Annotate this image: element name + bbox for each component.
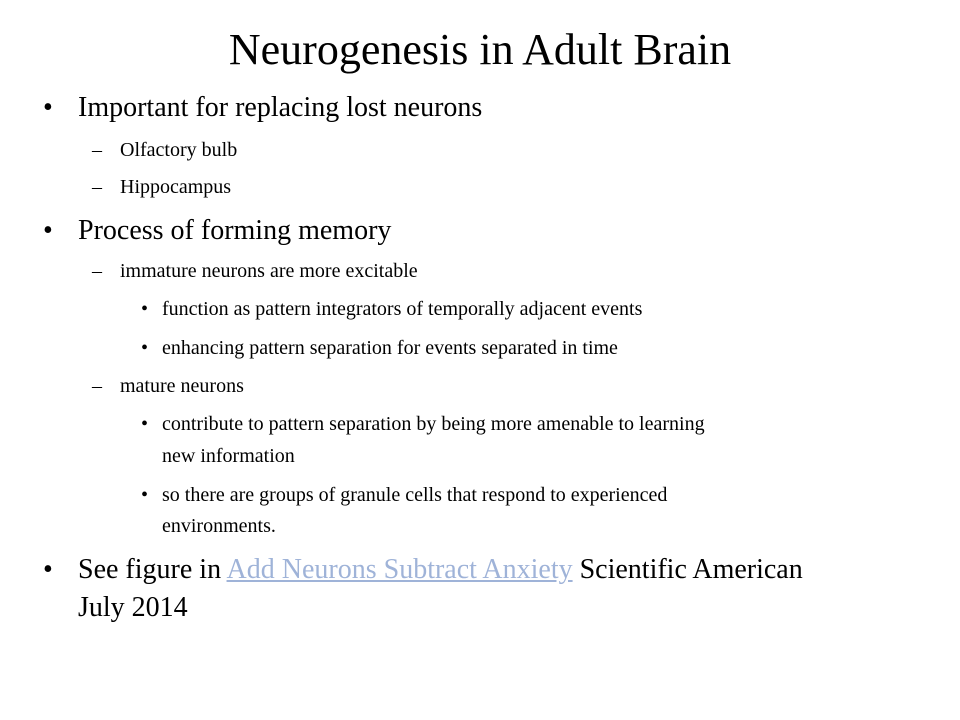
detail-item-pattern-integrators [141,296,643,322]
dash-marker: – [92,375,102,397]
detail-text: enhancing pattern separation for events separated in time [162,337,618,359]
detail-text: environments. [162,515,276,537]
bullet-marker: • [43,92,53,123]
bullet-item-forming-memory [43,214,392,248]
detail-text: new information [162,445,295,467]
dash-marker: – [92,260,102,282]
bullet-marker: • [141,484,149,506]
sub-item-text: Hippocampus [120,176,232,198]
publication-date: July 2014 [78,592,188,623]
sub-item-olfactory-bulb [92,137,238,163]
detail-text: so there are groups of granule cells that respond to experienced [162,484,668,506]
bullet-marker: • [43,554,53,585]
bullet-marker: • [141,413,149,435]
detail-item-granule-cells [141,482,668,508]
sub-item-text: Olfactory bulb [120,139,238,161]
sub-item-text: immature neurons are more excitable [120,260,418,282]
see-figure-prefix: See figure in [78,554,227,585]
detail-item-granule-cells-cont [162,513,276,539]
sub-item-mature-neurons [92,373,244,399]
sub-item-immature-neurons [92,258,418,284]
slide-title: Neurogenesis in Adult Brain [228,25,732,74]
bullet-item-see-figure [43,553,803,587]
detail-text: function as pattern integrators of temporally adjacent events [162,298,643,320]
bullet-text: Process of forming memory [78,215,392,246]
bullet-marker: • [43,215,53,246]
dash-marker: – [92,139,102,161]
bullet-item-replacing-neurons [43,91,483,125]
detail-item-contribute-separation-cont [162,443,295,469]
detail-item-pattern-separation [141,335,618,361]
bullet-text: Important for replacing lost neurons [78,92,483,123]
detail-item-contribute-separation [141,411,705,437]
bullet-item-see-figure-cont [78,591,188,625]
bullet-marker: • [141,337,149,359]
detail-text: contribute to pattern separation by being more amenable to learning [162,413,705,435]
sub-item-hippocampus [92,174,232,200]
article-link[interactable]: Add Neurons Subtract Anxiety [226,554,573,585]
dash-marker: – [92,176,102,198]
bullet-marker: • [141,298,149,320]
see-figure-suffix: Scientific American [572,554,803,585]
sub-item-text: mature neurons [120,375,244,397]
